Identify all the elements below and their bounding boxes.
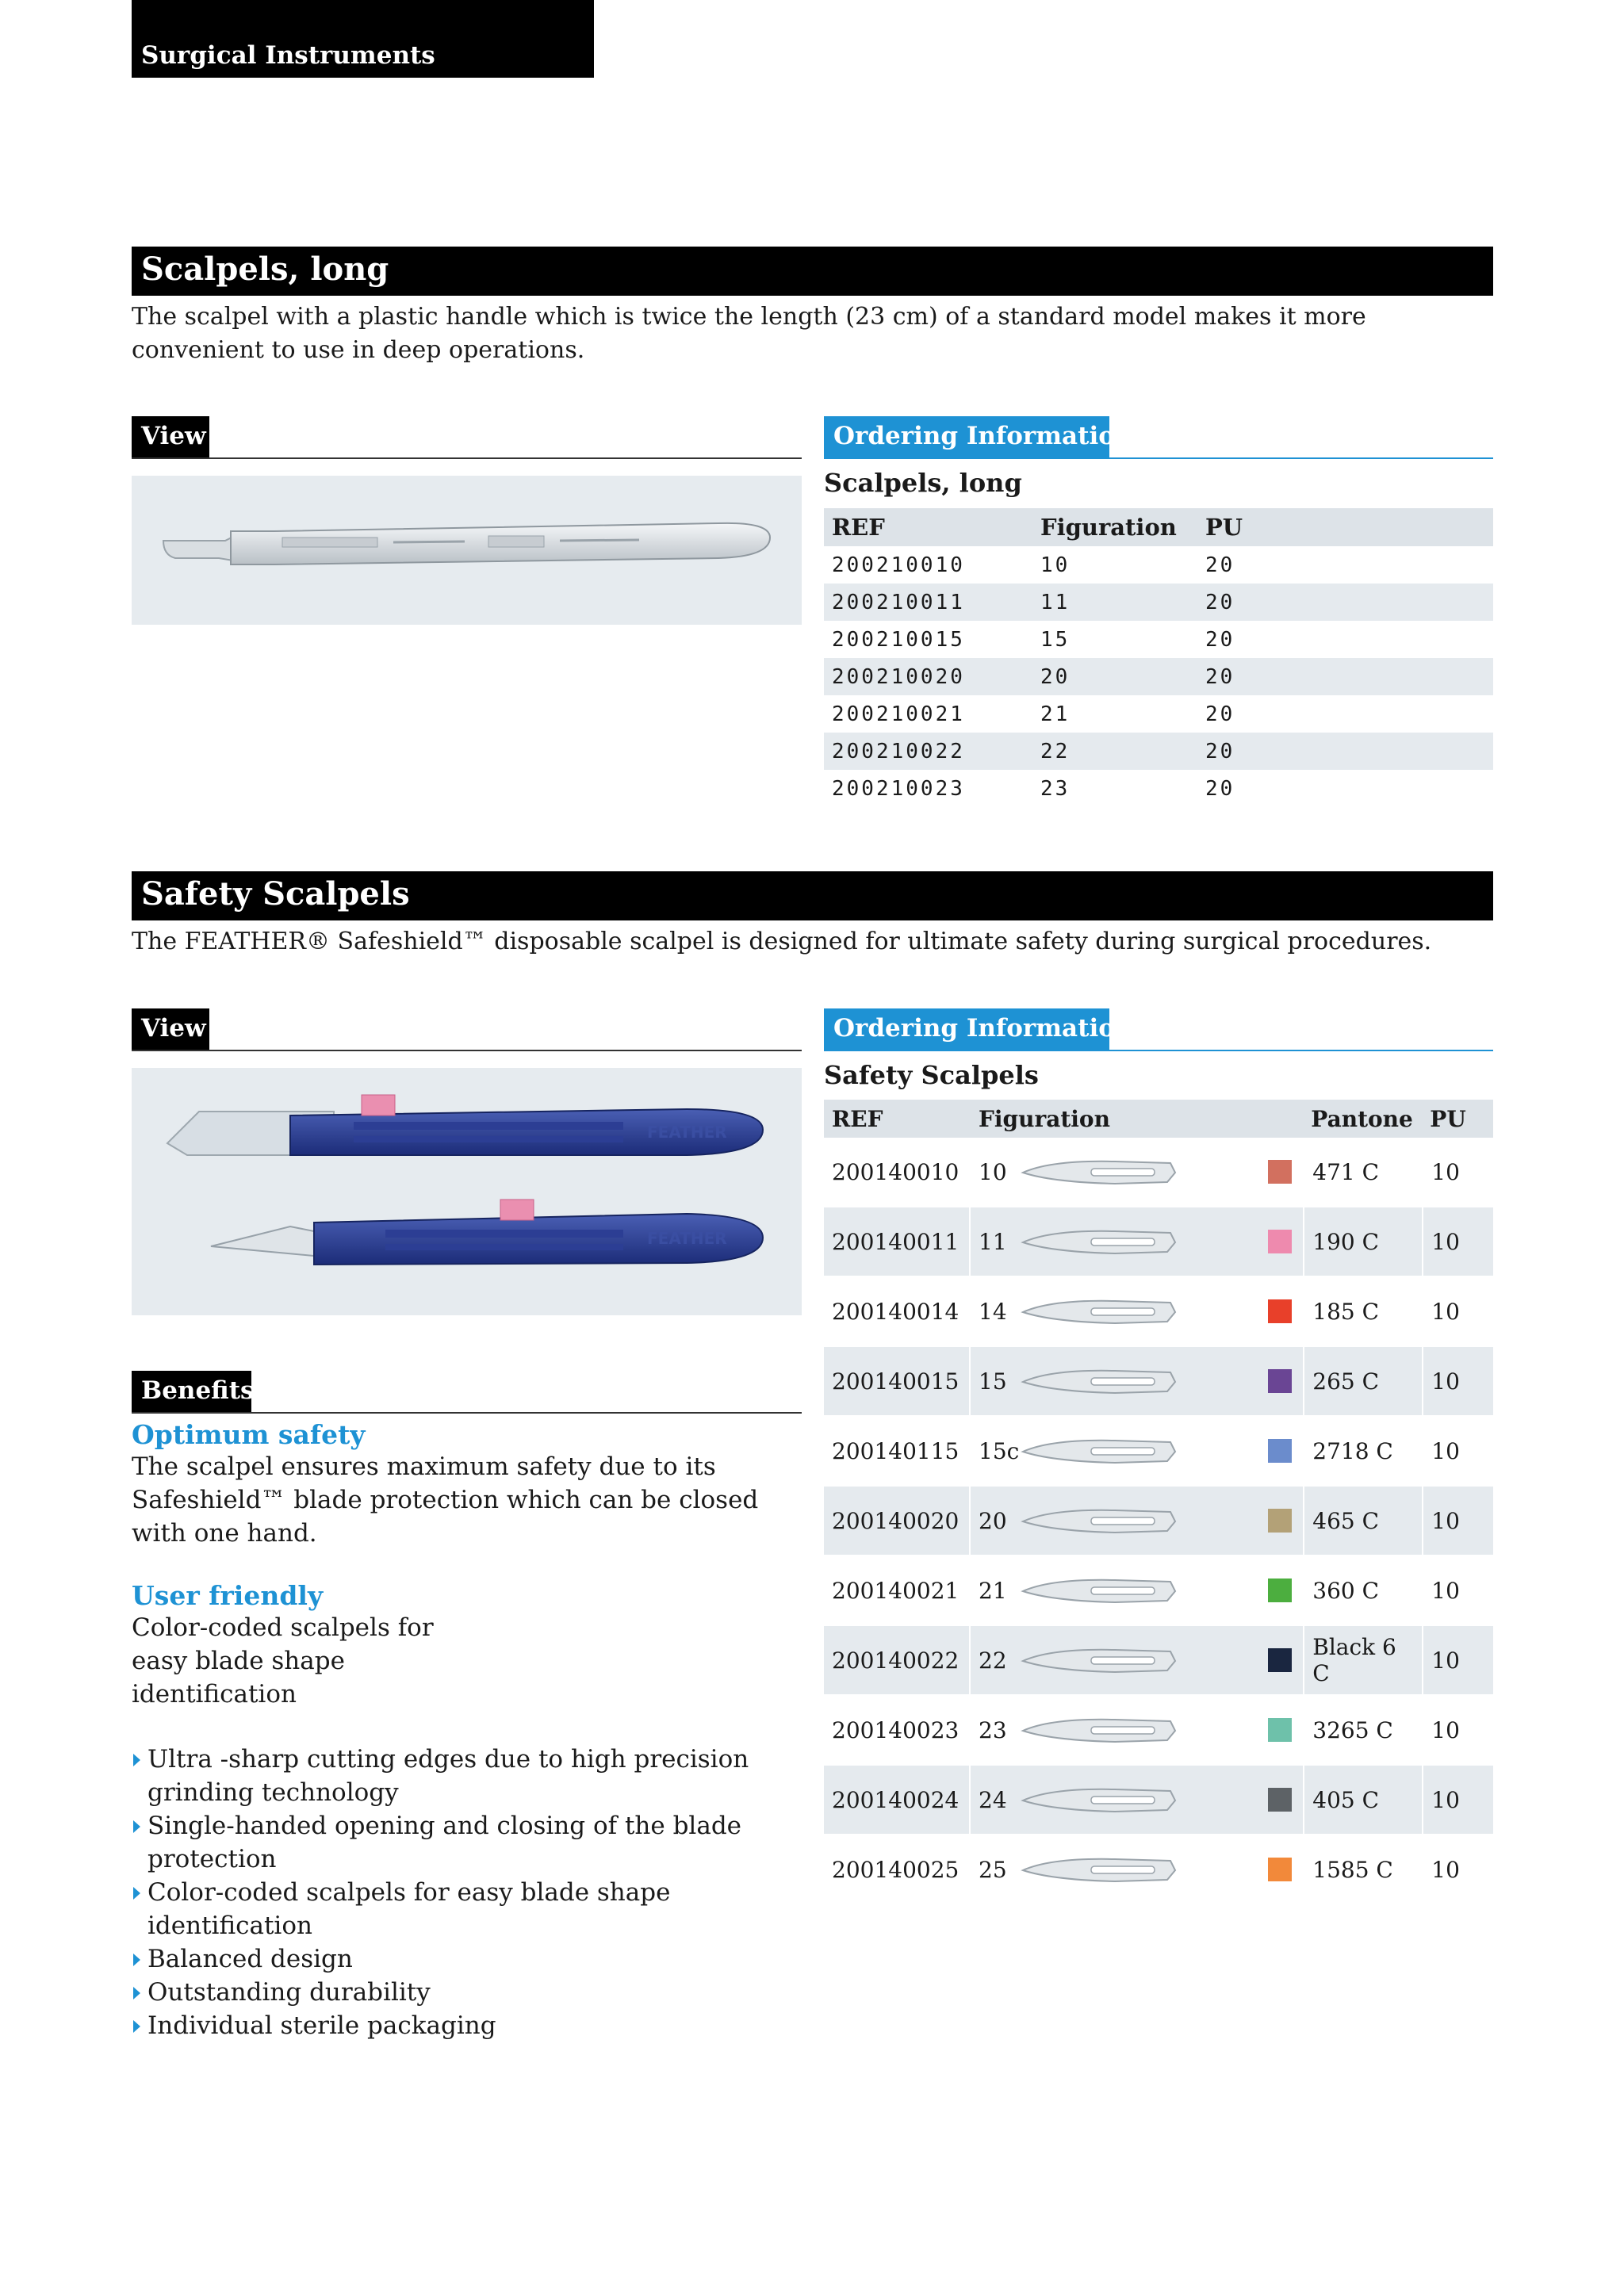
view-tab <box>132 416 209 457</box>
table-header-row <box>824 508 1493 546</box>
pu-cell: 20 <box>1205 702 1235 726</box>
table-row <box>824 1347 1493 1417</box>
ordering-tab <box>824 1008 1133 1050</box>
table-row <box>824 1835 1493 1905</box>
color-swatch <box>1268 1509 1292 1533</box>
handle-brand-text: FEATHER <box>647 1123 727 1142</box>
blade-icon <box>1020 1571 1178 1610</box>
pu-cell: 10 <box>1422 1766 1493 1835</box>
bullet-arrow-icon <box>133 2020 140 2033</box>
ordering-divider <box>824 1050 1493 1051</box>
bullet-item <box>132 1743 790 1809</box>
ref-cell: 200140020 <box>824 1487 971 1556</box>
benefits-tab <box>132 1371 255 1412</box>
bullet-text: Individual sterile packaging <box>147 2011 496 2040</box>
column-header-ref: REF <box>824 508 1032 546</box>
color-swatch <box>1268 1369 1292 1393</box>
bullet-text: Single-handed opening and closing of the blade protection <box>147 1812 742 1873</box>
table-row <box>824 1417 1493 1487</box>
color-swatch <box>1268 1578 1292 1602</box>
bullet-item <box>132 1976 790 2009</box>
bullet-arrow-icon <box>133 1987 140 1999</box>
ref-cell: 200140115 <box>824 1417 971 1487</box>
pantone-cell: 265 C <box>1303 1347 1422 1417</box>
blade-icon <box>1020 1431 1178 1471</box>
column-header-figuration: Figuration <box>971 1100 1303 1138</box>
figuration-number: 10 <box>979 1158 1007 1185</box>
ref-cell: 200140010 <box>824 1138 971 1207</box>
ref-cell: 200210015 <box>832 627 965 652</box>
figuration-number: 25 <box>979 1856 1007 1883</box>
column-header-pantone: Pantone <box>1303 1100 1422 1138</box>
ref-cell: 200210021 <box>832 702 965 726</box>
pu-cell: 10 <box>1422 1277 1493 1347</box>
blade-icon <box>1020 1850 1178 1889</box>
ordering-tab-label: Ordering Information <box>833 422 1133 450</box>
blade-icon <box>1020 1710 1178 1750</box>
color-swatch <box>1268 1858 1292 1881</box>
table-header-row <box>824 1100 1493 1138</box>
pu-cell: 10 <box>1422 1207 1493 1277</box>
blade-icon <box>1020 1640 1178 1680</box>
figuration-number: 24 <box>979 1786 1007 1813</box>
benefit-heading: Optimum safety <box>132 1419 366 1450</box>
pu-cell: 10 <box>1422 1626 1493 1696</box>
ordering-tab-label: Ordering Information <box>833 1014 1133 1043</box>
pantone-cell: 471 C <box>1303 1138 1422 1207</box>
bullet-item <box>132 1809 790 1876</box>
table-row <box>824 733 1493 770</box>
figuration-number: 22 <box>979 1647 1007 1674</box>
section-description: The FEATHER® Safeshield™ disposable scalpel is designed for ultimate safety during surgical procedures. <box>132 928 1432 955</box>
figuration-cell: 20 <box>1032 658 1197 695</box>
table-row <box>824 1138 1493 1207</box>
pu-cell: 20 <box>1197 733 1493 770</box>
pu-cell: 10 <box>1422 1835 1493 1905</box>
figuration-number: 23 <box>979 1716 1007 1743</box>
bullet-text: Balanced design <box>147 1945 353 1973</box>
figuration-cell <box>971 1207 1303 1277</box>
pu-cell: 20 <box>1205 627 1235 652</box>
ref-cell: 200210022 <box>824 733 1032 770</box>
blade-icon <box>1020 1292 1178 1331</box>
pantone-cell: 1585 C <box>1303 1835 1422 1905</box>
table-row <box>824 621 1493 658</box>
color-swatch <box>1268 1718 1292 1742</box>
ref-cell: 200140015 <box>824 1347 971 1417</box>
color-swatch <box>1268 1648 1292 1672</box>
benefits-tab-label: Benefits <box>141 1376 255 1405</box>
ref-cell: 200210023 <box>832 776 965 801</box>
table-row <box>824 1556 1493 1626</box>
table-row <box>824 1487 1493 1556</box>
bullet-item <box>132 1942 790 1976</box>
long-scalpel-illustration <box>132 476 802 625</box>
figuration-cell: 10 <box>1040 553 1071 577</box>
ref-cell: 200140022 <box>824 1626 971 1696</box>
table-row <box>824 1277 1493 1347</box>
table-row <box>824 584 1493 621</box>
color-swatch <box>1268 1439 1292 1463</box>
ordering-tab <box>824 416 1133 457</box>
ref-cell: 200210010 <box>832 553 965 577</box>
pu-cell: 20 <box>1205 553 1235 577</box>
section-title: Safety Scalpels <box>141 875 410 913</box>
figuration-number: 15c <box>979 1437 1020 1464</box>
pantone-cell: 360 C <box>1303 1556 1422 1626</box>
ref-cell: 200140024 <box>824 1766 971 1835</box>
blade-icon <box>1020 1501 1178 1540</box>
blade-icon <box>1020 1361 1178 1401</box>
bullet-text: Outstanding durability <box>147 1978 431 2007</box>
ref-cell: 200140025 <box>824 1835 971 1905</box>
table-row <box>824 1766 1493 1835</box>
view-divider <box>132 457 802 459</box>
bullet-item <box>132 1876 790 1942</box>
view-tab <box>132 1008 209 1050</box>
figuration-cell <box>971 1417 1303 1487</box>
column-header-pu: PU <box>1197 508 1493 546</box>
figuration-number: 20 <box>979 1507 1007 1534</box>
figuration-cell <box>971 1347 1303 1417</box>
table-title: Scalpels, long <box>824 468 1022 498</box>
section-header-safety-scalpels <box>132 871 1493 920</box>
view-tab-label: View <box>141 1014 206 1043</box>
figuration-cell <box>971 1487 1303 1556</box>
figuration-cell: 23 <box>1040 776 1071 801</box>
long-scalpel-table <box>824 508 1493 807</box>
pantone-cell: Black 6 C <box>1303 1626 1422 1696</box>
ref-cell: 200140021 <box>824 1556 971 1626</box>
color-swatch <box>1268 1160 1292 1184</box>
handle-brand-text: FEATHER <box>647 1229 727 1248</box>
bullet-arrow-icon <box>133 1820 140 1833</box>
ordering-divider <box>824 457 1493 459</box>
benefits-content <box>132 1419 802 2042</box>
view-tab-label: View <box>141 422 206 450</box>
pantone-cell: 2718 C <box>1303 1417 1422 1487</box>
benefit-text: Color-coded scalpels for easy blade shape identification <box>132 1613 434 1709</box>
section-title: Scalpels, long <box>141 251 389 288</box>
column-header-figuration: Figuration <box>1032 508 1197 546</box>
section-description: The scalpel with a plastic handle which is twice the length (23 cm) of a standard model makes it more convenient to use in deep operations. <box>132 303 1366 364</box>
figuration-cell <box>971 1556 1303 1626</box>
figuration-number: 21 <box>979 1577 1007 1604</box>
benefits-divider <box>132 1412 802 1414</box>
table-row <box>824 658 1493 695</box>
ref-cell: 200140023 <box>824 1696 971 1766</box>
figuration-cell <box>971 1835 1303 1905</box>
color-swatch <box>1268 1230 1292 1253</box>
view-divider <box>132 1050 802 1051</box>
figuration-cell: 21 <box>1040 702 1071 726</box>
column-header-pu: PU <box>1422 1100 1493 1138</box>
ref-cell: 200140014 <box>824 1277 971 1347</box>
bullet-text: Ultra -sharp cutting edges due to high precision grinding technology <box>147 1745 749 1807</box>
color-swatch <box>1268 1788 1292 1812</box>
pu-cell: 10 <box>1422 1417 1493 1487</box>
figuration-cell <box>971 1138 1303 1207</box>
bullet-arrow-icon <box>133 1887 140 1900</box>
table-title: Safety Scalpels <box>824 1060 1039 1090</box>
safety-scalpel-illustration <box>132 1068 802 1315</box>
figuration-cell <box>971 1696 1303 1766</box>
pu-cell: 20 <box>1197 658 1493 695</box>
figuration-cell <box>971 1766 1303 1835</box>
ref-cell: 200210020 <box>824 658 1032 695</box>
bullet-arrow-icon <box>133 1954 140 1966</box>
pu-cell: 20 <box>1205 776 1235 801</box>
table-row <box>824 695 1493 733</box>
pu-cell: 10 <box>1422 1138 1493 1207</box>
figuration-number: 14 <box>979 1298 1007 1325</box>
bullet-text: Color-coded scalpels for easy blade shape identification <box>147 1878 671 1940</box>
blade-icon <box>1020 1780 1178 1820</box>
blade-icon <box>1020 1152 1178 1192</box>
benefit-heading: User friendly <box>132 1580 324 1611</box>
safety-scalpel-image <box>132 1068 802 1315</box>
ref-cell: 200140011 <box>824 1207 971 1277</box>
long-scalpel-image <box>132 476 802 625</box>
benefit-text: The scalpel ensures maximum safety due to its Safeshield™ blade protection which can be closed with one hand. <box>132 1452 759 1548</box>
bullet-arrow-icon <box>133 1754 140 1766</box>
benefit-bullet-list <box>132 1743 790 2042</box>
pu-cell: 10 <box>1422 1556 1493 1626</box>
figuration-number: 15 <box>979 1368 1007 1395</box>
table-row <box>824 770 1493 807</box>
table-row <box>824 1207 1493 1277</box>
bullet-item <box>132 2009 790 2042</box>
pantone-cell: 190 C <box>1303 1207 1422 1277</box>
pantone-cell: 405 C <box>1303 1766 1422 1835</box>
pantone-cell: 185 C <box>1303 1277 1422 1347</box>
figuration-cell: 15 <box>1040 627 1071 652</box>
pu-cell: 10 <box>1422 1487 1493 1556</box>
figuration-cell <box>971 1277 1303 1347</box>
table-row <box>824 546 1493 584</box>
pu-cell: 20 <box>1197 584 1493 621</box>
ref-cell: 200210011 <box>824 584 1032 621</box>
figuration-cell: 22 <box>1032 733 1197 770</box>
pu-cell: 10 <box>1422 1696 1493 1766</box>
blade-icon <box>1020 1222 1178 1261</box>
table-row <box>824 1696 1493 1766</box>
figuration-cell: 11 <box>1032 584 1197 621</box>
figuration-cell <box>971 1626 1303 1696</box>
color-swatch <box>1268 1299 1292 1323</box>
column-header-ref: REF <box>824 1100 971 1138</box>
pu-cell: 10 <box>1422 1347 1493 1417</box>
category-title: Surgical Instruments <box>141 41 435 70</box>
category-tab <box>132 0 594 78</box>
safety-scalpel-table <box>824 1100 1493 1905</box>
figuration-number: 11 <box>979 1228 1007 1255</box>
pantone-cell: 3265 C <box>1303 1696 1422 1766</box>
pantone-cell: 465 C <box>1303 1487 1422 1556</box>
table-row <box>824 1626 1493 1696</box>
section-header-long-scalpels <box>132 247 1493 296</box>
